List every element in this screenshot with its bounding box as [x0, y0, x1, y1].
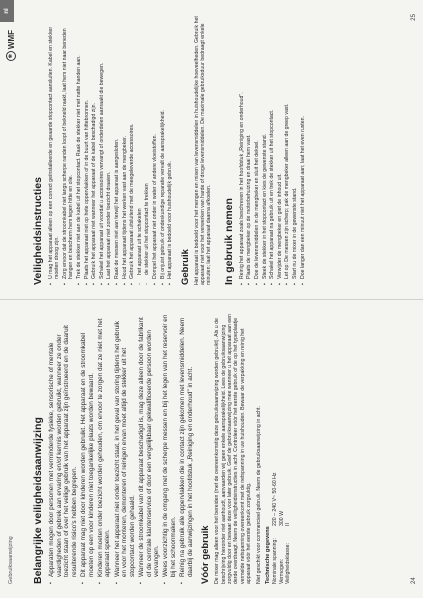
- list-item: ▪ Wanneer het apparaat niet onder toezicht staat, in het geval van storing tijdens het gebruik en voor het monteren, demonteren of reinigen ervan moet altijd de stekker uit het stopcontact worden gehaald.: [114, 314, 137, 584]
- list-item: ▪ Schakel het apparaat na gebruik uit en trek de stekker uit het stopcontact.: [269, 14, 275, 285]
- list-item: ▪ Laat het apparaat niet zonder toezicht draaien.: [106, 14, 112, 285]
- safety-title: Belangrijke veiligheidsaanwijzing: [32, 417, 44, 584]
- before-use-title: Vóór gebruik: [200, 525, 212, 584]
- logo-text: WMF: [6, 30, 16, 50]
- safety-instructions-title: Veiligheidsinstructies: [32, 177, 44, 285]
- spec-value: 300 W: [278, 511, 285, 526]
- page-number: 25: [411, 14, 417, 21]
- list-item: ▪ Houd het apparaat tijdens het werken vast aan de mengbeker.: [122, 14, 128, 285]
- list-item: ▪ Raak de messen niet aan terwijl het apparaat is aangesloten.: [114, 14, 120, 285]
- list-item: ▪ Wanneer de stroomkabel van dit apparaat beschadigd is, mag deze alleen door de fabrikant of de centrale klantenservice of door een vergelijkbaar gekwalificeerde persoon worden vervangen.: [138, 314, 161, 584]
- list-item: ▪ Schakel het apparaat uit voordat u accessoires vervangt of onderdelen aanraakt die bewegen.: [99, 14, 105, 285]
- page-header: Gebruiksaanwijzing: [8, 536, 14, 584]
- list-item: ▪ Start nu de mixer in de gewenste stand.: [292, 14, 298, 285]
- usage-note: Niet geschikt voor commercieel gebruik. Neem de gebruiksaanwijzing in acht.: [255, 406, 262, 584]
- list-item: ▪ Plaats het apparaat niet op hete oppervlakken of in de buurt van hittebronnen.: [84, 14, 90, 285]
- spec-key: Veiligheidsklasse:: [284, 543, 291, 584]
- usage-title: Gebruik: [179, 249, 191, 285]
- list-item: ▪ Let op: De messen zijn scherp; pak de mengbeker alleen aan de greep vast.: [284, 14, 290, 285]
- list-item: - de stekker uit het stopcontact te trekken: [144, 14, 150, 285]
- list-item: ▪ Kinderen moeten onder toezicht worden gehouden, om ervoor te zorgen dat ze niet met het apparaat spelen.: [97, 314, 112, 584]
- brand-logo: [6, 30, 16, 61]
- list-item: ▪ Trek de stekker niet aan de kabel uit het stopcontact. Raak de stekker niet met natte handen aan.: [76, 14, 82, 285]
- specs-title: Technische gegevens: [265, 526, 272, 584]
- first-use-title: In gebruik nemen: [222, 198, 235, 285]
- list-item: ▪ Gebruik het apparaat uitsluitend met de meegeleverde accessoires.: [129, 14, 135, 285]
- safety-sublist: [137, 14, 151, 285]
- spec-value: 220 – 240 V~ 50-60 Hz: [272, 472, 279, 526]
- language-tab: nl: [0, 0, 14, 22]
- left-page: [0, 299, 423, 598]
- list-item: ▪ Het apparaat is bedoeld voor huishoudelijk gebruik.: [167, 14, 173, 285]
- spec-row: [285, 314, 291, 584]
- list-item: ▪ Bij onjuist gebruik of ondeskundige reparatie vervalt de aansprakelijkheid.: [160, 14, 166, 285]
- list-item: ▪ Doe de levensmiddelen in de mengbeker en sluit het deksel.: [254, 14, 260, 285]
- list-item: ▪ Dompel het apparaat niet onder in water of andere vloeistoffen.: [152, 14, 158, 285]
- list-item: ▪ Steek de stekker in het stopcontact en kies de gewenste stand.: [262, 14, 268, 285]
- list-item: ▪ Plaats de mengbeker op de motorbehuizing en draai hem vast.: [246, 14, 252, 285]
- usage-text: Het apparaat is bedoeld voor het mengen en mixen van levensmiddelen in huishoudelijke hoeveelheden. Gebruik het apparaat niet voor het verwerken van harde of droge levensmiddelen. De maximale gebruiksduur bedraagt enkele minuten; laat het apparaat daarna afkoelen.: [193, 16, 213, 285]
- list-item: ▪ Reinig na gebruik alle oppervlakken die in contact zijn gekomen met levensmiddelen. Neem daarbij de aanwijzingen in het hoofdstuk „Reiniging en onderhoud" in acht.: [179, 314, 194, 584]
- safety-tail-list: [152, 14, 174, 285]
- safety-instructions-list: [48, 14, 136, 285]
- first-use-list: [239, 14, 306, 285]
- spec-key: Nominale spanning:: [272, 538, 279, 584]
- page-number: 24: [411, 577, 417, 584]
- list-item: ▪ Zorg ervoor dat de stroomkabel niet langs scherpe randen loopt of bekneld raakt, laat hem niet naar beneden hangen en bescherm hem tegen hitte en olie.: [62, 14, 75, 285]
- before-use-text: De mixer mag alleen voor het bereiden (met de overeenkomstig deze gebruiksaanwijzing worden gebruikt). Als u de beschrijving hieronder niet aanhoudt, aanvaarden wij geen enkele aansprakelijkheid. Lees de gebruiksaanwijzing zorgvuldig door en bewaar deze voor later gebruik. Geef de gebruiksaanwijzing mee wanneer u het apparaat aan een derde overdraagt. Neem de veiligheidsinstructies in acht. Controleer vóór het eerste gebruik of de op het typeplaatje vermelde netspanning overeenkomt met de netspanning in uw huishouden. Bewaar de verpakking en reinig het apparaat vóór het eerste gebruik zorgvuldig.: [214, 314, 253, 584]
- list-item: ▪ Reinig het apparaat zoals beschreven in het hoofdstuk „Reiniging en onderhoud".: [239, 14, 245, 285]
- list-item: ▪ Verwijder de mengbeker en giet de inhoud uit.: [277, 14, 283, 285]
- list-item: ▪ Gebruik het apparaat niet wanneer het apparaat of de kabel beschadigd zijn.: [91, 14, 97, 285]
- list-item: - het apparaat uit te schakelen: [137, 14, 143, 285]
- spec-value: II: [284, 523, 291, 526]
- list-item: ▪ Dit apparaat mag niet door kinderen worden gebruikt. Het apparaat en de stroomkabel moeten op een voor kinderen niet toegankelijke plaats worden bewaard.: [80, 314, 95, 584]
- list-item: ▪ U mag het apparaat alleen op een correct geïnstalleerde en geaarde stopcontact aansluiten. Kabel en stekker moeten droog zijn.: [48, 14, 61, 285]
- list-item: ▪ Apparaten mogen door personen met verminderde fysieke, sensorische of mentale vaardigheden of gebrek aan ervaring en/of kennis worden gebruikt, wanneer ze onder toezicht staan of over het veilige gebruik van het apparaat zijn geïnstrueerd en de daaruit resulterende risico's hebben begrepen.: [48, 314, 78, 584]
- safety-list: [48, 314, 194, 584]
- spec-key: Vermogen:: [278, 558, 285, 584]
- logo-mark-icon: ✻: [6, 51, 16, 61]
- list-item: ▪ Wees voorzichtig in de omgang met de scherpe messen en bij het legen van het reservoir en bij het schoonmaken.: [162, 314, 177, 584]
- list-item: ▪ Doe langer dan een minuut niet het apparaat aan; laat het even rusten.: [300, 14, 306, 285]
